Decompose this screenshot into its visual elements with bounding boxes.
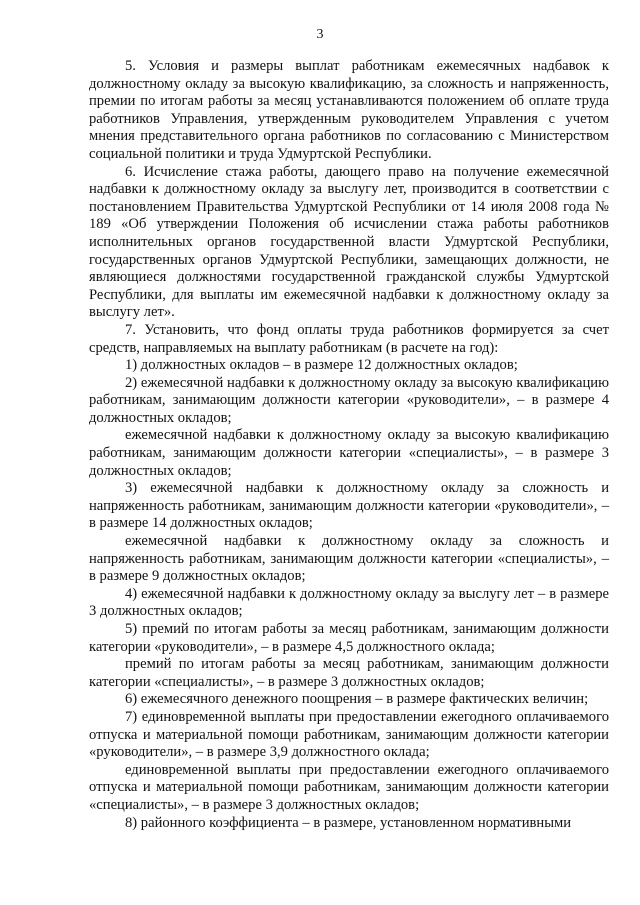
list-item-5-bonus-managers: 5) премий по итогам работы за месяц работникам, занимающим должности категории «руководители», – в размере 4,5 должностного оклада; [89,621,609,655]
list-item-8-regional-coefficient: 8) районного коэффициента – в размере, установленном нормативными [125,814,572,831]
list-item-4-seniority-bonus: 4) ежемесячной надбавки к должностному окладу за выслугу лет – в размере 3 должностных окладов; [89,585,609,620]
list-item-6-monetary-incentive: 6) ежемесячного денежного поощрения – в размере фактических величин; [125,691,589,708]
document-body [89,58,609,832]
paragraph-6-seniority: 6. Исчисление стажа работы, дающего право на получение ежемесячной надбавки к должностному окладу за выслугу лет, производится в соответствии с постановлением Правительства Удмуртской Республики от 14 июля 2008 года № 189 «Об утверждении Положения об исчислении стажа работы работников исполнительных органов государственной власти Удмуртской Республики, государственных органов Удмуртской Республики, замещающих должности, не являющиеся должностями государственной гражданской службы Удмуртской Республики, для выплаты им ежемесячной надбавки к должностному окладу за выслугу лет». [89,163,609,321]
list-item-2-qualification-managers: 2) ежемесячной надбавки к должностному окладу за высокую квалификацию работникам, занимающим должности категории «руководители», – в размере 4 должностных окладов; [89,374,609,426]
paragraph-7-payroll-fund: 7. Установить, что фонд оплаты труда работников формируется за счет средств, направляемых на выплату работникам (в расчете на год): [89,321,609,356]
list-item-1-salaries: 1) должностных окладов – в размере 12 должностных окладов; [125,357,518,374]
list-item-2-qualification-specialists: ежемесячной надбавки к должностному окладу за высокую квалификацию работникам, занимающим должности категории «специалисты», – в размере 3 должностных окладов; [89,427,609,479]
paragraph-5-conditions: 5. Условия и размеры выплат работникам ежемесячных надбавок к должностному окладу за высокую квалификацию, за сложность и напряженность, премии по итогам работы за месяц устанавливаются положением об оплате труда работников Управления, утвержденным руководителем Управления с учетом мнения представительного органа работников по согласованию с Министерством социальной политики и труда Удмуртской Республики. [89,58,609,162]
list-item-7-vacation-payment-specialists: единовременной выплаты при предоставлении ежегодного оплачиваемого отпуска и материальной помощи работникам, занимающим должности категории «специалисты», – в размере 3 должностных окладов; [89,761,609,813]
list-item-3-complexity-managers: 3) ежемесячной надбавки к должностному окладу за сложность и напряженность работникам, занимающим должности категории «руководители», – в размере 14 должностных окладов; [89,480,609,532]
page-number: 3 [316,27,324,42]
list-item-3-complexity-specialists: ежемесячной надбавки к должностному окладу за сложность и напряженность работникам, занимающим должности категории «специалисты», – в размере 9 должностных окладов; [89,533,609,585]
list-item-5-bonus-specialists: премий по итогам работы за месяц работникам, занимающим должности категории «специалисты», – в размере 3 должностных окладов; [89,656,609,690]
list-item-7-vacation-payment-managers: 7) единовременной выплаты при предоставлении ежегодного оплачиваемого отпуска и материальной помощи работникам, занимающим должности категории «руководители», – в размере 3,9 должностного оклада; [89,708,609,761]
